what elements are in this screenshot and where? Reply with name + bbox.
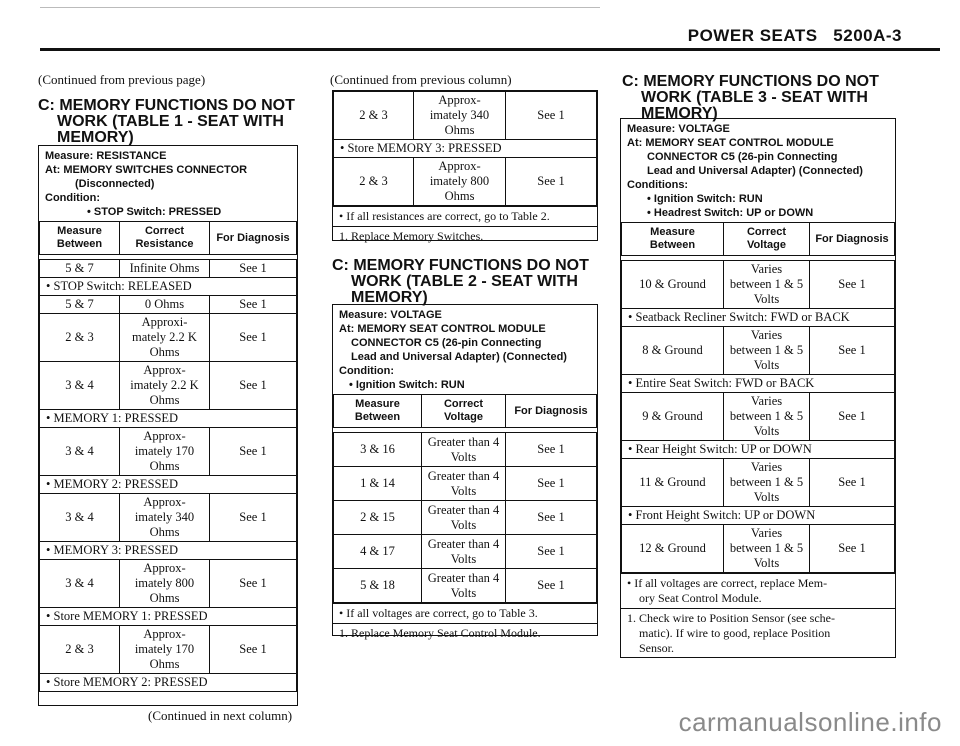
table-row: 5 & 7 Infinite Ohms See 1 xyxy=(40,260,297,278)
table-row: 2 & 3 Approx- imately 170 Ohms See 1 xyxy=(40,626,297,674)
condition-row: • MEMORY 1: PRESSED xyxy=(40,410,297,428)
table-row: 5 & 7 0 Ohms See 1 xyxy=(40,296,297,314)
table-row: 2 & 3 Approx- imately 800 Ohms See 1 xyxy=(334,158,597,206)
table1-measure-block: Measure: RESISTANCE At: MEMORY SWITCHES CONNECTOR (Disconnected) Condition: • STOP Switch: PRESSED xyxy=(45,150,248,218)
table-row: 10 & Ground Varies between 1 & 5 Volts See 1 xyxy=(622,261,895,309)
table3-measure-block: Measure: VOLTAGE At: MEMORY SEAT CONTROL MODULE CONNECTOR C5 (26-pin Connecting Lead and Universal Adapter) (Connected) Conditions: • Ignition Switch: RUN • Headrest Switch: UP or DOWN xyxy=(627,123,863,219)
table-row: 2 & 3 Approxi- mately 2.2 K Ohms See 1 xyxy=(40,314,297,362)
condition-row: • MEMORY 3: PRESSED xyxy=(40,542,297,560)
table2-grid: Measure Between Correct Voltage For Diagnosis 3 & 16 Greater than 4 Volts See 1 1 & 14 Greater than 4 Volts See 1 2 & 15 Greater than 4 Volts See 1 4 & 17 Greater than 4 Volts See 1 5 & 18 Greater than 4 Volts See 1 xyxy=(333,394,597,603)
table-row: 3 & 4 Approx- imately 2.2 K Ohms See 1 xyxy=(40,362,297,410)
table-row: 5 & 18 Greater than 4 Volts See 1 xyxy=(334,569,597,603)
table1-title: C: MEMORY FUNCTIONS DO NOT WORK (TABLE 1 - SEAT WITH MEMORY) xyxy=(38,97,295,146)
table-row: 3 & 4 Approx- imately 340 Ohms See 1 xyxy=(40,494,297,542)
table-row: 3 & 4 Approx- imately 800 Ohms See 1 xyxy=(40,560,297,608)
table2-title: C: MEMORY FUNCTIONS DO NOT WORK (TABLE 2 - SEAT WITH MEMORY) xyxy=(332,257,589,306)
table-row: 4 & 17 Greater than 4 Volts See 1 xyxy=(334,535,597,569)
header-rule xyxy=(40,48,940,51)
table1-grid xyxy=(39,221,297,692)
condition-row: • Store MEMORY 1: PRESSED xyxy=(40,608,297,626)
continued-next-column: (Continued in next column) xyxy=(148,708,293,723)
table-row: 9 & Ground Varies between 1 & 5 Volts See 1 xyxy=(622,393,895,441)
table3-notes: • If all voltages are correct, replace Mem- ory Seat Control Module. 1. Check wire to Position Sensor (see sche- matic). If wire to good, replace Position Sensor. xyxy=(621,573,895,658)
page-header: POWER SEATS 5200A-3 xyxy=(687,26,902,45)
condition-row: • MEMORY 2: PRESSED xyxy=(40,476,297,494)
table-row: 1 & 14 Greater than 4 Volts See 1 xyxy=(334,467,597,501)
continued-from-column: (Continued from previous column) xyxy=(330,72,512,87)
col-correct-resistance: Correct Resistance xyxy=(120,222,210,255)
table-row: 2 & 15 Greater than 4 Volts See 1 xyxy=(334,501,597,535)
table-row: 3 & 16 Greater than 4 Volts See 1 xyxy=(334,433,597,467)
top-scan-line xyxy=(40,7,600,8)
condition-row: • STOP Switch: RELEASED xyxy=(40,278,297,296)
table2-measure-block: Measure: VOLTAGE At: MEMORY SEAT CONTROL MODULE CONNECTOR C5 (26-pin Connecting Lead and Universal Adapter) (Connected) Condition: • Ignition Switch: RUN xyxy=(339,309,567,391)
table2-notes: • If all voltages are correct, go to Table 3. 1. Replace Memory Seat Control Module. xyxy=(333,603,597,643)
table-row: 2 & 3 Approx- imately 340 Ohms See 1 xyxy=(334,92,597,140)
table1-notes: • If all resistances are correct, go to Table 2. 1. Replace Memory Switches. xyxy=(333,206,597,246)
continued-from-page: (Continued from previous page) xyxy=(38,72,206,87)
condition-row: • Seatback Recliner Switch: FWD or BACK xyxy=(622,309,895,327)
table3-title: C: MEMORY FUNCTIONS DO NOT WORK (TABLE 3 - SEAT WITH MEMORY) xyxy=(622,73,879,122)
table2-box xyxy=(332,304,598,640)
table3-grid: Measure Between Correct Voltage For Diagnosis 10 & Ground Varies between 1 & 5 Volts See 1 • Seatback Recliner Switch: FWD or BACK 8 & Ground Varies between 1 & 5 Volts See 1 • Entire Seat Switch: FWD or BACK 9 & Ground Varies between 1 & 5 Volts See 1 • Rear Height Switch: UP or DOWN 11 & Ground Varies between 1 & 5 Volts See 1 • Front Height Switch: UP or DOWN 12 & Ground Varies between 1 & 5 Volts See 1 xyxy=(621,222,895,573)
col-measure-between: Measure Between xyxy=(40,222,120,255)
table1-box xyxy=(38,145,298,706)
col-for-diagnosis: For Diagnosis xyxy=(210,222,297,255)
condition-row: • Store MEMORY 3: PRESSED xyxy=(334,140,597,158)
condition-row: • Rear Height Switch: UP or DOWN xyxy=(622,441,895,459)
table1-continued-box xyxy=(332,90,598,241)
watermark: carmanualsonline.info xyxy=(678,707,942,737)
condition-row: • Front Height Switch: UP or DOWN xyxy=(622,507,895,525)
table-row: 12 & Ground Varies between 1 & 5 Volts See 1 xyxy=(622,525,895,573)
table-row: 3 & 4 Approx- imately 170 Ohms See 1 xyxy=(40,428,297,476)
condition-row: • Entire Seat Switch: FWD or BACK xyxy=(622,375,895,393)
table-row: 8 & Ground Varies between 1 & 5 Volts See 1 xyxy=(622,327,895,375)
table-row: 11 & Ground Varies between 1 & 5 Volts See 1 xyxy=(622,459,895,507)
condition-row: • Store MEMORY 2: PRESSED xyxy=(40,674,297,692)
table3-box xyxy=(620,118,896,658)
